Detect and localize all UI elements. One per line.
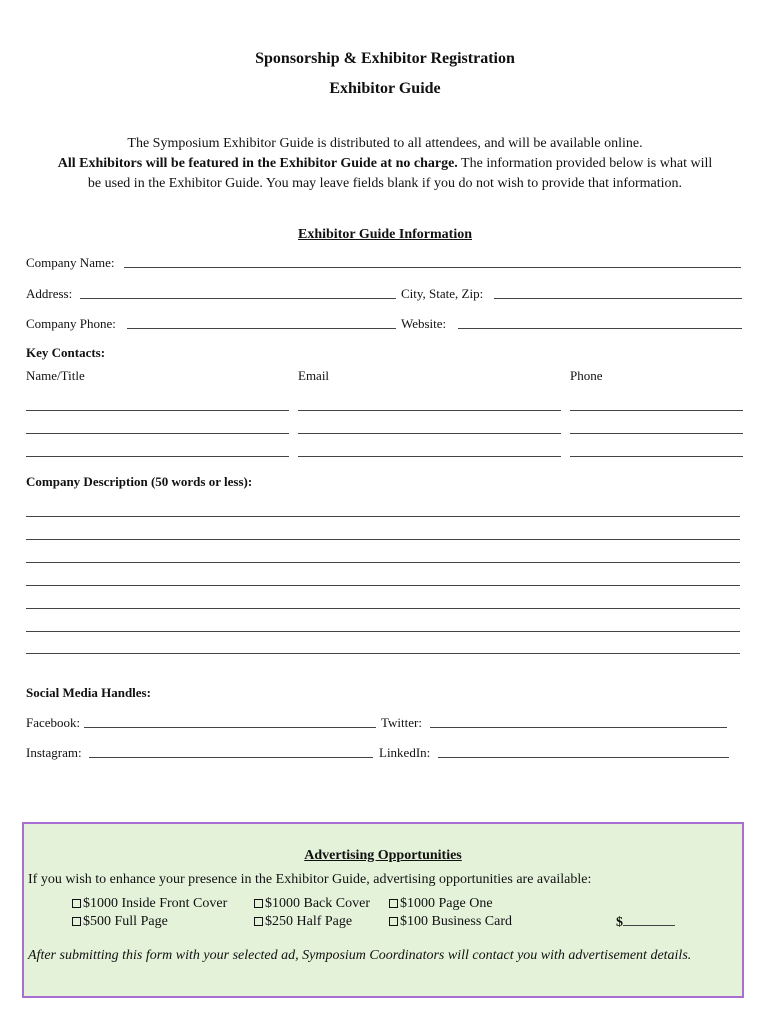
description-line[interactable] (26, 631, 740, 632)
intro-line-1: The Symposium Exhibitor Guide is distributed to all attendees, and will be available online. (127, 136, 643, 151)
advertising-note: After submitting this form with your selected ad, Symposium Coordinators will contact you with advertisement details. (28, 948, 692, 963)
intro-line-2 (0, 156, 770, 172)
ad-option-business-card[interactable] (389, 914, 512, 930)
website-label: Website: (401, 316, 447, 331)
ad-option-label: $1000 Inside Front Cover (83, 896, 228, 911)
city-state-zip-label: City, State, Zip: (401, 286, 484, 301)
twitter-label: Twitter: (381, 715, 422, 730)
contact-email-field[interactable] (298, 410, 561, 411)
address-label: Address: (26, 286, 73, 301)
ad-option-label: $250 Half Page (265, 914, 353, 929)
linkedin-field[interactable] (438, 757, 729, 758)
amount-field[interactable] (623, 914, 675, 926)
advertising-intro: If you wish to enhance your presence in the Exhibitor Guide, advertising opportunities are available: (28, 872, 592, 887)
column-name-title: Name/Title (26, 368, 85, 383)
ad-total-amount[interactable] (616, 914, 675, 931)
contact-phone-field[interactable] (570, 456, 743, 457)
description-line[interactable] (26, 608, 740, 609)
address-field[interactable] (80, 298, 396, 299)
social-media-label: Social Media Handles: (26, 685, 151, 700)
ad-option-page-one[interactable] (389, 896, 493, 912)
instagram-label: Instagram: (26, 745, 82, 760)
column-email: Email (298, 368, 330, 383)
column-phone: Phone (570, 368, 603, 383)
ad-option-label: $1000 Back Cover (265, 896, 370, 911)
contact-phone-field[interactable] (570, 410, 743, 411)
city-state-zip-field[interactable] (494, 298, 742, 299)
section-heading-guide-info: Exhibitor Guide Information (298, 227, 472, 242)
description-line[interactable] (26, 653, 740, 654)
advertising-box (22, 822, 744, 998)
checkbox-icon[interactable] (389, 917, 398, 926)
key-contacts-label: Key Contacts: (26, 345, 106, 360)
page-title: Sponsorship & Exhibitor Registration (255, 50, 515, 67)
ad-option-half-page[interactable] (254, 914, 352, 930)
contact-name-field[interactable] (26, 433, 289, 434)
ad-option-label: $500 Full Page (83, 914, 168, 929)
checkbox-icon[interactable] (254, 899, 263, 908)
intro-line-3: be used in the Exhibitor Guide. You may leave fields blank if you do not wish to provide that information. (87, 176, 683, 191)
intro-bold-statement: All Exhibitors will be featured in the Exhibitor Guide at no charge. (57, 156, 458, 171)
ad-option-full-page[interactable] (72, 914, 168, 930)
description-line[interactable] (26, 516, 740, 517)
checkbox-icon[interactable] (254, 917, 263, 926)
intro-line-2-rest: The information provided below is what will (457, 156, 713, 171)
company-description-label: Company Description (50 words or less): (26, 474, 253, 489)
facebook-field[interactable] (84, 727, 376, 728)
checkbox-icon[interactable] (389, 899, 398, 908)
checkbox-icon[interactable] (72, 917, 81, 926)
company-name-label: Company Name: (26, 255, 115, 270)
currency-label: $ (616, 915, 623, 930)
contact-phone-field[interactable] (570, 433, 743, 434)
description-line[interactable] (26, 562, 740, 563)
contact-name-field[interactable] (26, 410, 289, 411)
page-subtitle: Exhibitor Guide (329, 80, 441, 97)
ad-option-label: $1000 Page One (400, 896, 493, 911)
contact-email-field[interactable] (298, 456, 561, 457)
description-line[interactable] (26, 539, 740, 540)
facebook-label: Facebook: (26, 715, 81, 730)
company-name-field[interactable] (124, 267, 741, 268)
instagram-field[interactable] (89, 757, 373, 758)
website-field[interactable] (458, 328, 742, 329)
company-phone-field[interactable] (127, 328, 396, 329)
contact-name-field[interactable] (26, 456, 289, 457)
ad-option-label: $100 Business Card (400, 914, 512, 929)
advertising-heading: Advertising Opportunities (304, 848, 462, 863)
company-phone-label: Company Phone: (26, 316, 116, 331)
twitter-field[interactable] (430, 727, 727, 728)
ad-option-inside-front-cover[interactable] (72, 896, 227, 912)
ad-option-back-cover[interactable] (254, 896, 370, 912)
checkbox-icon[interactable] (72, 899, 81, 908)
description-line[interactable] (26, 585, 740, 586)
linkedin-label: LinkedIn: (379, 745, 431, 760)
contact-email-field[interactable] (298, 433, 561, 434)
